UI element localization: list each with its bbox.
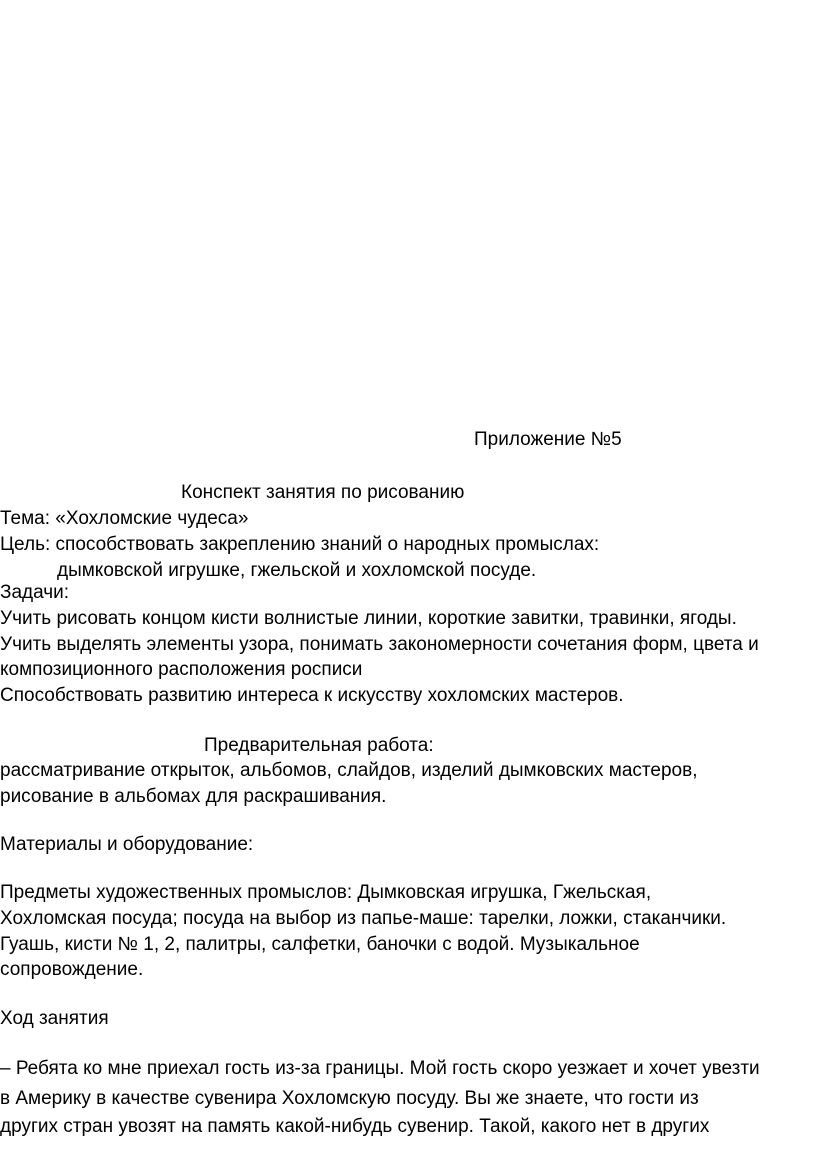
- course-line: в Америку в качестве сувенира Хохломскую посуду. Вы же знаете, что гости из: [0, 1088, 699, 1109]
- theme-line: Тема: «Хохломские чудеса»: [0, 508, 249, 529]
- materials-line: Предметы художественных промыслов: Дымковская игрушка, Гжельская,: [0, 882, 652, 903]
- materials-line: Хохломская посуда; посуда на выбор из папье-маше: тарелки, ложки, стаканчики.: [0, 908, 727, 929]
- prep-line: рисование в альбомах для раскрашивания.: [0, 786, 387, 807]
- goal-line-1: Цель: способствовать закреплению знаний о народных промыслах:: [0, 534, 600, 555]
- tasks-line: Способствовать развитию интереса к искусству хохломских мастеров.: [0, 685, 624, 706]
- materials-line: Гуашь, кисти № 1, 2, палитры, салфетки, баночки с водой. Музыкальное: [0, 934, 640, 955]
- prep-line: рассматривание открыток, альбомов, слайдов, изделий дымковских мастеров,: [0, 760, 698, 781]
- materials-heading: Материалы и оборудование:: [0, 834, 254, 855]
- tasks-line: Учить рисовать концом кисти волнистые линии, короткие завитки, травинки, ягоды.: [0, 608, 737, 629]
- course-line: – Ребята ко мне приехал гость из-за границы. Мой гость скоро уезжает и хочет увезти: [0, 1058, 760, 1079]
- tasks-line: Учить выделять элементы узора, понимать закономерности сочетания форм, цвета и: [0, 634, 759, 655]
- course-heading: Ход занятия: [0, 1008, 109, 1029]
- appendix-label: Приложение №5: [474, 429, 622, 450]
- tasks-heading: Задачи:: [0, 582, 70, 603]
- prep-heading: Предварительная работа:: [204, 735, 434, 756]
- tasks-line: композиционного расположения росписи: [0, 659, 363, 680]
- materials-line: сопровождение.: [0, 959, 144, 980]
- goal-line-2: дымковской игрушке, гжельской и хохломской посуде.: [57, 560, 537, 581]
- document-title: Конспект занятия по рисованию: [181, 482, 465, 503]
- course-line: других стран увозят на память какой-нибудь сувенир. Такой, какого нет в других: [0, 1116, 710, 1137]
